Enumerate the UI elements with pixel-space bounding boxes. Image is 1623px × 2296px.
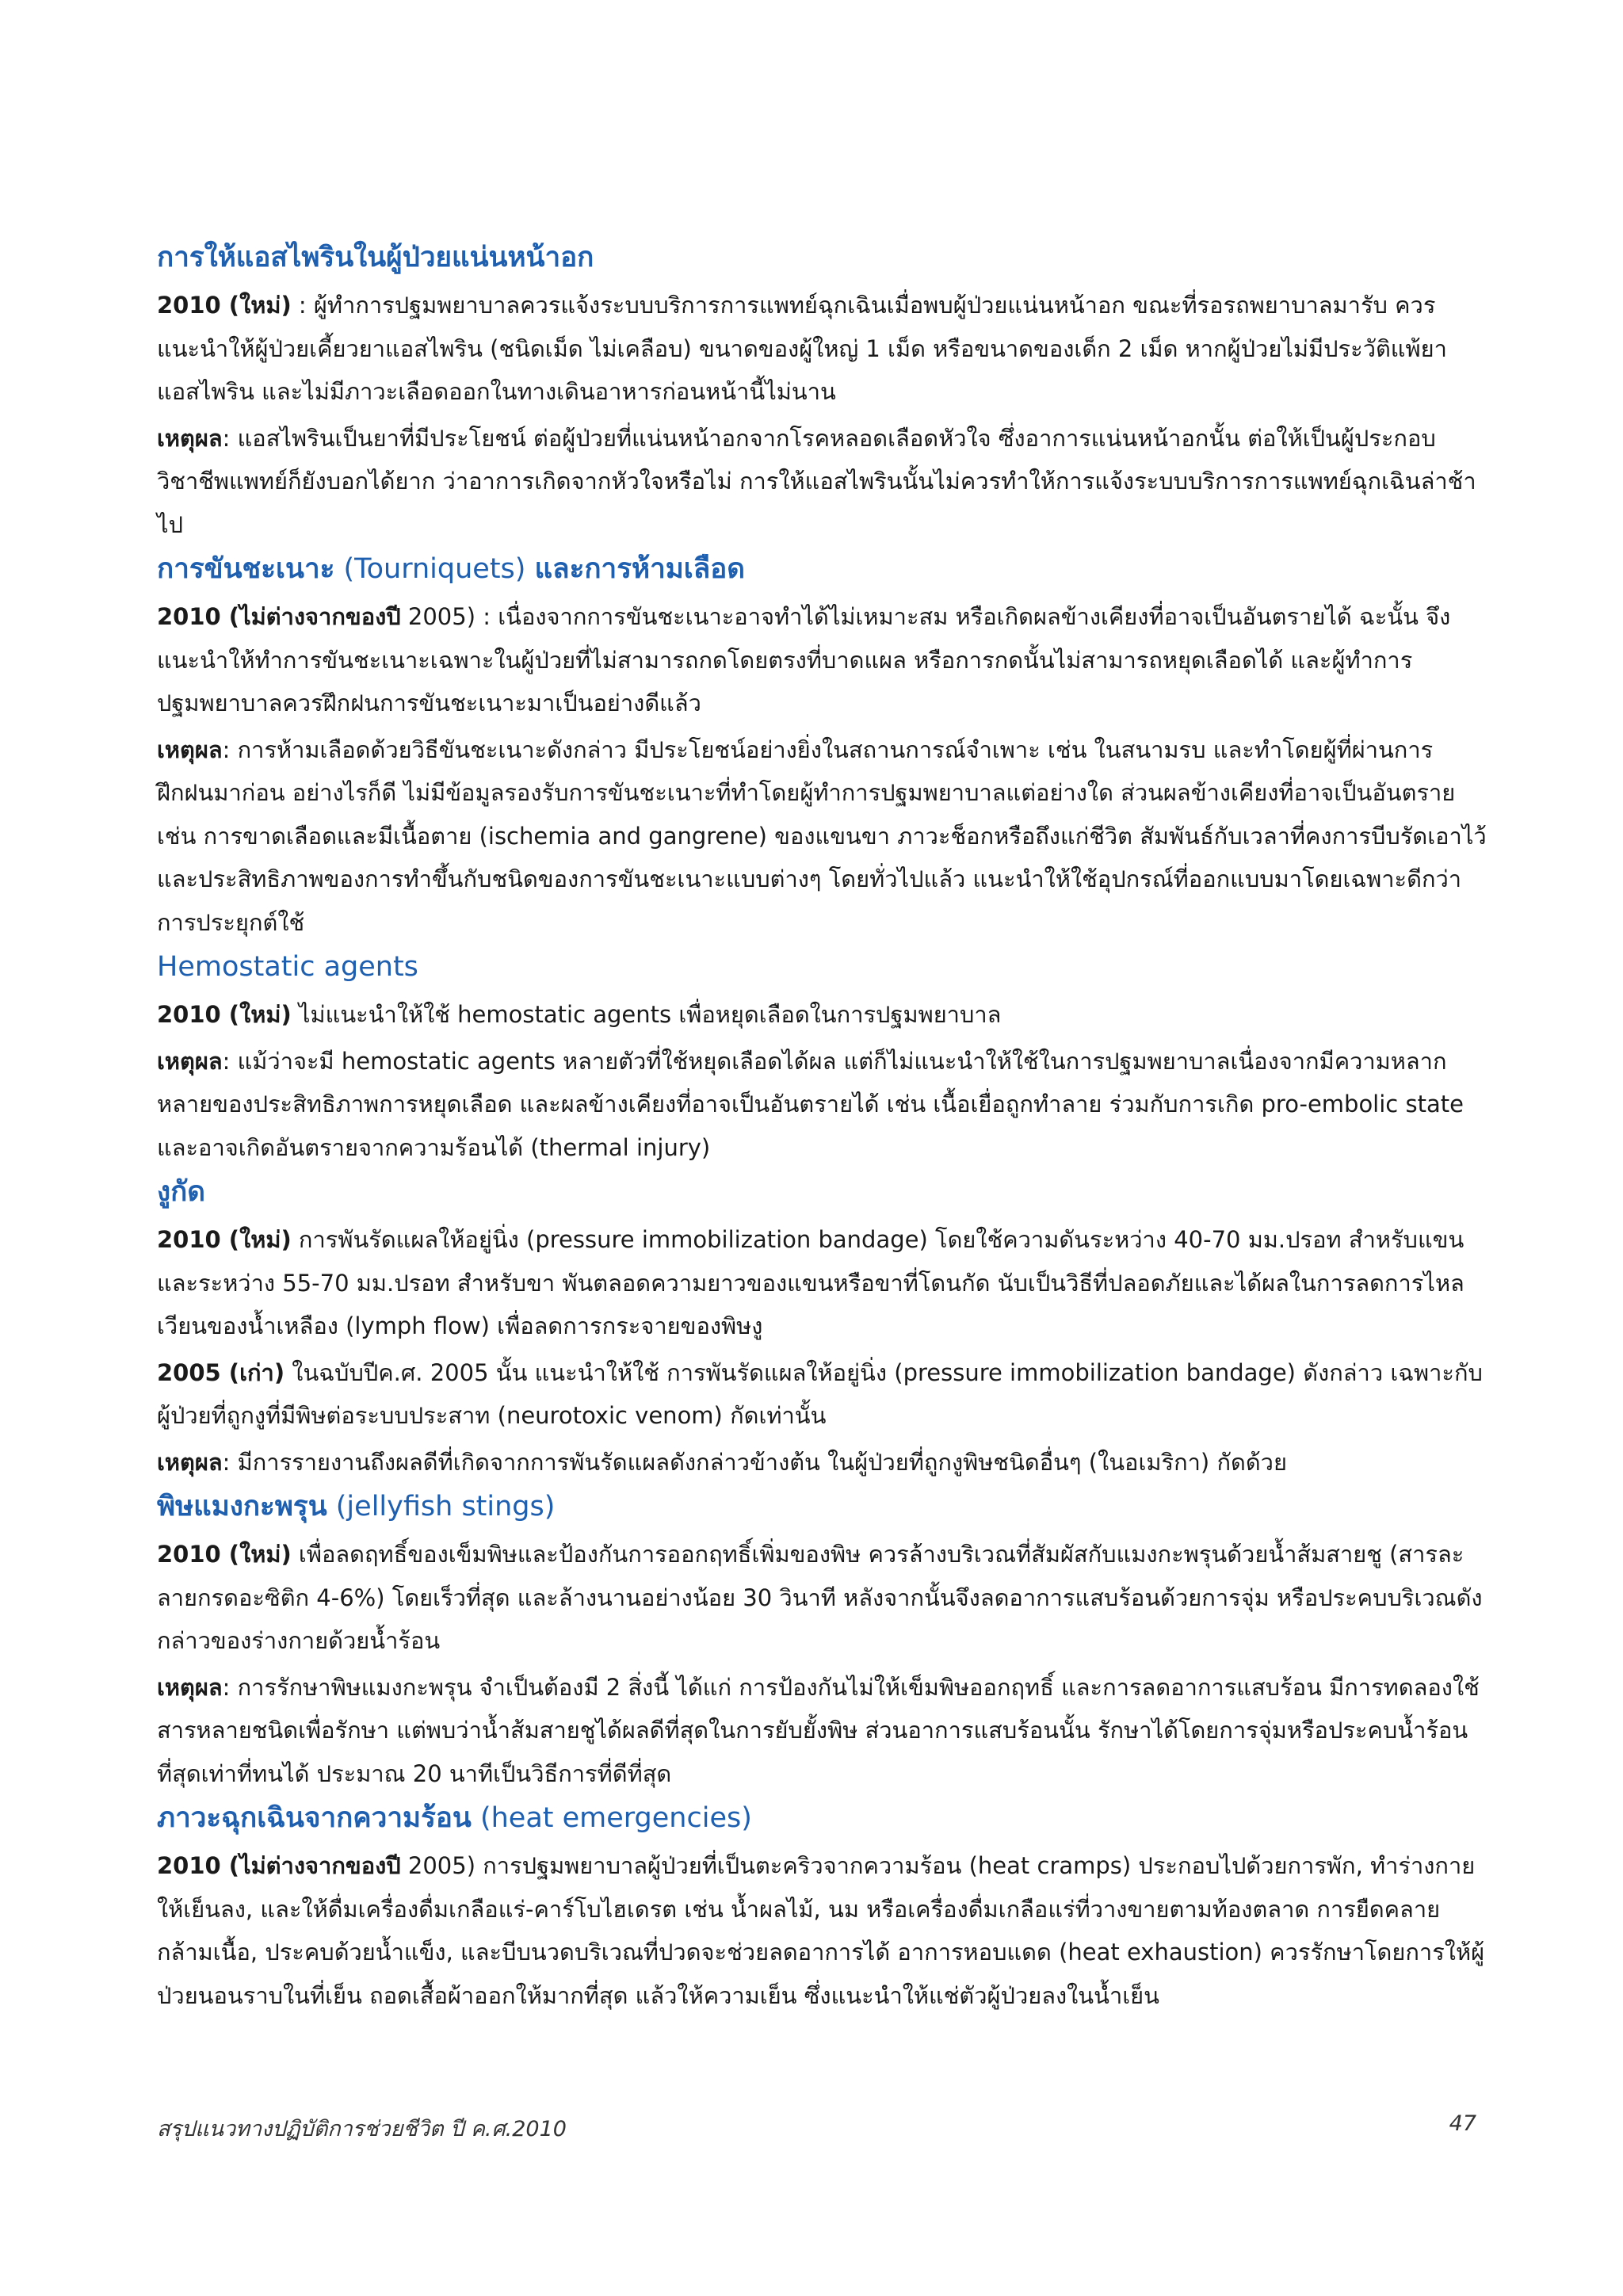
section-aspirin-chest-pain	[157, 238, 1488, 546]
page-number: 47	[1449, 2111, 1476, 2136]
section-tourniquets	[157, 549, 1488, 944]
section-hemostatic-agents	[157, 947, 1488, 1169]
paragraph-rationale: เหตุผล: การห้ามเลือดด้วยวิธีขันชะเนาะดังกล่าว มีประโยชน์อย่างยิ่งในสถานการณ์จำเพาะ เช่น ในสนามรบ และทำโดยผู้ที่ผ่านการฝึกฝนมาก่อน อย่างไรก็ดี ไม่มีข้อมูลรองรับการขันชะเนาะที่ทำโดยผู้ทำการปฐมพยาบาลแต่อย่างใด ส่วนผลข้างเคียงที่อาจเป็นอันตราย เช่น การขาดเลือดและมีเนื้อตาย (ischemia and gangrene) ของแขนขา ภาวะช็อกหรือถึงแก่ชีวิต สัมพันธ์กับเวลาที่คงการบีบรัดเอาไว้ และประสิทธิภาพของการทำขึ้นกับชนิดของการขันชะเนาะแบบต่างๆ โดยทั่วไปแล้ว แนะนำให้ใช้อุปกรณ์ที่ออกแบบมาโดยเฉพาะดีกว่าการประยุกต์ใช้	[157, 735, 1487, 936]
section-heading: Hemostatic agents	[157, 951, 418, 983]
footer-title: สรุปแนวทางปฏิบัติการช่วยชีวิต ปี ค.ศ.2010	[157, 2117, 567, 2141]
paragraph-2010-new: 2010 (ใหม่) : ผู้ทำการปฐมพยาบาลควรแจ้งระบบบริการการแพทย์ฉุกเฉินเมื่อพบผู้ป่วยแน่นหน้าอก ขณะที่รอรถพยาบาลมารับ ควรแนะนำให้ผู้ป่วยเคี้ยวยาแอสไพริน (ชนิดเม็ด ไม่เคลือบ) ขนาดของผู้ใหญ่ 1 เม็ด หรือขนาดของเด็ก 2 เม็ด หากผู้ป่วยไม่มีประวัติแพ้ยาแอสไพริน และไม่มีภาวะเลือดออกในทางเดินอาหารก่อนหน้านี้ไม่นาน	[157, 292, 1447, 405]
paragraph-rationale: เหตุผล: แม้ว่าจะมี hemostatic agents หลายตัวที่ใช้หยุดเลือดได้ผล แต่ก็ไม่แนะนำให้ใช้ในการปฐมพยาบาลเนื่องจากมีความหลากหลายของประสิทธิภาพการหยุดเลือด และผลข้างเคียงที่อาจเป็นอันตรายได้ เช่น เนื้อเยื่อถูกทำลาย ร่วมกับการเกิด pro-embolic state และอาจเกิดอันตรายจากความร้อนได้ (thermal injury)	[157, 1047, 1464, 1161]
section-heading: การขันชะเนาะ (Tourniquets) และการห้ามเลือด	[157, 553, 745, 585]
page-footer	[157, 2111, 1476, 2145]
section-snake-bite	[157, 1172, 1488, 1484]
paragraph-rationale: เหตุผล: แอสไพรินเป็นยาที่มีประโยชน์ ต่อผู้ป่วยที่แน่นหน้าอกจากโรคหลอดเลือดหัวใจ ซึ่งอาการแน่นหน้าอกนั้น ต่อให้เป็นผู้ประกอบวิชาชีพแพทย์ก็ยังบอกได้ยาก ว่าอาการเกิดจากหัวใจหรือไม่ การให้แอสไพรินนั้นไม่ควรทำให้การแจ้งระบบบริการการแพทย์ฉุกเฉินล่าช้าไป	[157, 424, 1476, 538]
paragraph-2010-unchanged: 2010 (ไม่ต่างจากของปี 2005) : เนื่องจากการขันชะเนาะอาจทำได้ไม่เหมาะสม หรือเกิดผลข้างเคียงที่อาจเป็นอันตรายได้ ฉะนั้น จึงแนะนำให้ทำการขันชะเนาะเฉพาะในผู้ป่วยที่ไม่สามารถกดโดยตรงที่บาดแผล หรือการกดนั้นไม่สามารถหยุดเลือดได้ และผู้ทำการปฐมพยาบาลควรฝึกฝนการขันชะเนาะมาเป็นอย่างดีแล้ว	[157, 603, 1451, 716]
paragraph-2010-new: 2010 (ใหม่) เพื่อลดฤทธิ์ของเข็มพิษและป้องกันการออกฤทธิ์เพิ่มของพิษ ควรล้างบริเวณที่สัมผัสกับแมงกะพรุนด้วยน้ำส้มสายชู (สารละลายกรดอะซิติก 4-6%) โดยเร็วที่สุด และล้างนานอย่างน้อย 30 วินาที หลังจากนั้นจึงลดอาการแสบร้อนด้วยการจุ่ม หรือประคบบริเวณดังกล่าวของร่างกายด้วยน้ำร้อน	[157, 1541, 1483, 1654]
section-heat-emergencies	[157, 1798, 1488, 2017]
paragraph-2005-old: 2005 (เก่า) ในฉบับปีค.ศ. 2005 นั้น แนะนำให้ใช้ การพันรัดแผลให้อยู่นิ่ง (pressure immobilization bandage) ดังกล่าว เฉพาะกับผู้ป่วยที่ถูกงูที่มีพิษต่อระบบประสาท (neurotoxic venom) กัดเท่านั้น	[157, 1358, 1483, 1429]
paragraph-rationale: เหตุผล: การรักษาพิษแมงกะพรุน จำเป็นต้องมี 2 สิ่งนี้ ได้แก่ การป้องกันไม่ให้เข็มพิษออกฤทธิ์ และการลดอาการแสบร้อน มีการทดลองใช้สารหลายชนิดเพื่อรักษา แต่พบว่าน้ำส้มสายชูได้ผลดีที่สุดในการยับยั้งพิษ ส่วนอาการแสบร้อนนั้น รักษาได้โดยการจุ่มหรือประคบน้ำร้อนที่สุดเท่าที่ทนได้ ประมาณ 20 นาทีเป็นวิธีการที่ดีที่สุด	[157, 1673, 1480, 1787]
section-heading: ภาวะฉุกเฉินจากความร้อน (heat emergencies)	[157, 1802, 752, 1834]
section-heading: งูกัด	[157, 1176, 206, 1208]
section-heading: การให้แอสไพรินในผู้ป่วยแน่นหน้าอก	[157, 242, 594, 273]
paragraph-2010-new: 2010 (ใหม่) ไม่แนะนำให้ใช้ hemostatic agents เพื่อหยุดเลือดในการปฐมพยาบาล	[157, 1001, 1002, 1028]
section-jellyfish-stings	[157, 1487, 1488, 1795]
paragraph-2010-unchanged: 2010 (ไม่ต่างจากของปี 2005) การปฐมพยาบาลผู้ป่วยที่เป็นตะคริวจากความร้อน (heat cramps) ประกอบไปด้วยการพัก, ทำร่างกายให้เย็นลง, และให้ดื่มเครื่องดื่มเกลือแร่-คาร์โบไฮเดรต เช่น น้ำผลไม้, นม หรือเครื่องดื่มเกลือแร่ที่วางขายตามท้องตลาด การยืดคลายกล้ามเนื้อ, ประคบด้วยน้ำแข็ง, และบีบนวดบริเวณที่ปวดจะช่วยลดอาการได้ อาการหอบแดด (heat exhaustion) ควรรักษาโดยการให้ผู้ป่วยนอนราบในที่เย็น ถอดเสื้อผ้าออกให้มากที่สุด แล้วให้ความเย็น ซึ่งแนะนำให้แช่ตัวผู้ป่วยลงในน้ำเย็น	[157, 1852, 1485, 2009]
section-heading: พิษแมงกะพรุน (jellyfish stings)	[157, 1491, 556, 1522]
document-body	[157, 238, 1488, 2020]
paragraph-rationale: เหตุผล: มีการรายงานถึงผลดีที่เกิดจากการพันรัดแผลดังกล่าวข้างต้น ในผู้ป่วยที่ถูกงูพิษชนิดอื่นๆ (ในอเมริกา) กัดด้วย	[157, 1448, 1287, 1476]
paragraph-2010-new: 2010 (ใหม่) การพันรัดแผลให้อยู่นิ่ง (pressure immobilization bandage) โดยใช้ความดันระหว่าง 40-70 มม.ปรอท สำหรับแขน และระหว่าง 55-70 มม.ปรอท สำหรับขา พันตลอดความยาวของแขนหรือขาที่โดนกัด นับเป็นวิธีที่ปลอดภัยและได้ผลในการลดการไหลเวียนของน้ำเหลือง (lymph flow) เพื่อลดการกระจายของพิษงู	[157, 1226, 1465, 1339]
